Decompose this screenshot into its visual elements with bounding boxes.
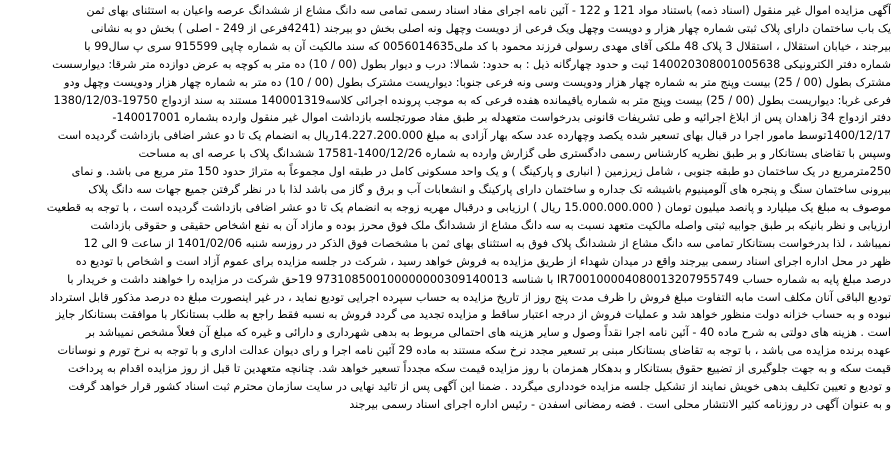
notice-line-15: ظهر در محل اداره اجرای اسناد رسمی بیرجند واقع در میدان شهداء از طریق مزایده به فروش خواهد رسید ، شرکت در جلسه مزایده برای عموم آزاد است و اشخاص با تودیع ده xyxy=(75,254,891,268)
notice-line-4: شماره دفتر الکترونیکی 140020308001005638 ثبت و حدود چهارگانه ذیل : به حدود: شمالا: درب و دیوار بطول (00 / 10) ده متر به کوچه به عرض دوازده متر شرقا: دیوارسست xyxy=(52,57,891,71)
notice-line-19: است . هزینه های دولتی به شرح ماده 40 - آئین نامه اجرا نقداً وصول و سایر هزینه های احتمالی مربوط به بدهی شهرداری و دارائی و غیره که مبلغ آن فعلاً مشخص نمیباشد بر xyxy=(85,326,891,340)
notice-line-20: عهده برنده مزایده می باشد ، با توجه به تقاضای بستانکار مبنی بر تسعیر مجدد نرخ سکه مستند به ماده 29 آئین نامه اجرا و رای دیوان عدالت اداری و با توجه به نرخ تورم و نوسانات xyxy=(57,344,891,358)
notice-line-18: نبوده و به حساب خزانه دولت منظور خواهد شد و عملیات فروش از درجه اعتبار ساقط و مزایده تجدید می گردد فروش به نسبه فقط راجع به طلب بستانکار با موافقت بستانکار جایز xyxy=(55,308,891,322)
notice-line-11: بیرونی ساختمان سنگ و پنجره های آلومینیوم باشیشه تک جداره و ساختمان دارای پارکینگ و انشعابات آب و برق و گاز می باشد لذا با در نظر گرفتن جمیع جهات سه دانگ پلاک xyxy=(88,183,891,197)
notice-line-1: آگهی مزایده اموال غیر منقول (اسناد ذمه) باستناد مواد 121 و 122 - آئین نامه اجرای مفاد اسناد رسمی تمامی سه دانگ مشاع از ششدانگ عرصه واعیان به استثنای بهای ثمن xyxy=(86,4,891,17)
notice-line-16: درصد مبلغ پایه به شماره حساب IR700100004080013207955749 با شناسه 973108500100000000309140013 19حق شرکت در مزایده را خواهند داشت و خریدار با xyxy=(67,272,891,286)
notice-line-17: تودیع الباقی آنان مکلف است مابه التفاوت مبلغ فروش را ظرف مدت پنج روز از تاریخ مزایده به حساب سپرده اجرایی تودیع نماید ، در غیر اینصورت مبلغ ده درصد مذکور قابل استرداد xyxy=(49,290,891,304)
notice-line-22: و تودیع و تعیین تکلیف بدهی خویش نمایند از تشکیل جلسه مزایده خودداری میگردد . ضمنا این آگهی پس از تائید نهایی در سایت سازمان محترم ثبت اسناد کشور قرار خواهد گرفت xyxy=(68,380,891,394)
notice-line-23: و به عنوان آگهی در روزنامه کثیر الانتشار محلی است . فضه رمضانی اسفدن - رئیس اداره اجرای اسناد رسمی بیرجند xyxy=(349,397,891,411)
notice-line-13: ارزیابی و نظر بانیکه بر طبق جوابیه ثبتی واصله مالکیت متعهد نسبت به سه دانگ مشاع از ششدانگ ملک فوق محرز بوده و مازاد آن به نفع اشخاص حقیقی و حقوقی بازداشت xyxy=(90,218,891,232)
notice-line-3: بیرجند ، خیابان استقلال ، استقلال 3 پلاک 48 ملکی آقای مهدی رسولی فرزند محمود با کد ملی0056014635 که سند مالکیت آن به شماره چاپی 915599 سری پ سال99 با xyxy=(84,39,891,53)
notice-line-14: نمیباشد ، لذا بدرخواست بستانکار تمامی سه دانگ مشاع از ششدانگ پلاک فوق به استثنای بهای ثمن با مشخصات فوق الذکر در روزسه شنبه 1401/02/06 از ساعت 9 الی 12 xyxy=(83,236,891,250)
notice-line-6: فرعی غربا: دیواریست بطول (00 / 25) بیست وپنج متر به شماره یاقیمانده هفده فرعی که به موجب پرونده اجرائی کلاسه140001319 مستند به سند ازدواج 19750-1380/12/03 xyxy=(53,93,891,107)
notice-line-12: موصوف به مبلغ یک میلیارد و پانصد میلیون تومان ( 15.000.000.000 ریال ) ارزیابی و درقبال مهریه زوجه به انضمام یک تا دو عشر اضافی بازداشت گردیده است ، با توجه به قطعیت xyxy=(46,200,891,214)
notice-line-21: قیمت سکه و به جهت جلوگیری از تضییع حقوق بستانکار و بدهکار همزمان با روز مزایده قیمت سکه مجدداً تسعیر خواهد شد. چنانچه متعهدین تا قبل از روز مزایده اقدام به پرداخت xyxy=(68,362,891,376)
notice-line-7: دفتر ازدواج 34 زاهدان پس از ابلاغ اجرائیه و طی تشریفات قانونی بدرخواست متعهدله بر طبق مفاد صورتجلسه بازداشت اموال غیر منقول وارده بشماره 140017001- xyxy=(112,111,891,125)
notice-line-10: 250مترمربع در یک ساختمان دو طبقه جنوبی ، شامل زیرزمین ( انباری و پارکینگ ) و یک واحد مسکونی کامل در طبقه اول مجموعاً به متراژ حدود 150 متر مربع می باشد. و نمای xyxy=(71,165,891,179)
notice-line-5: مشترک بطول (00 / 25) بیست وپنج متر به شماره چهار هزار ودویست وسی ونه فرعی جنوبا: دیواریست مشترک بطول (00 / 10) ده متر به شماره چهار هزار ودویست وچهل ودو xyxy=(64,75,891,89)
notice-line-8: 1400/12/17توسط مامور اجرا در قبال بهای تسعیر شده یکصد وچهارده عدد سکه بهار آزادی به مبلغ 14.227.200.000ریال به انضمام یک تا دو عشر اضافی بازداشت گردیده است xyxy=(57,129,891,143)
notice-line-2: یک باب ساختمان دارای پلاک ثبتی شماره چهار هزار و دویست وچهل ویک فرعی از دویست وچهل ونه اصلی بخش دو بیرجند (4241فرعی از 249 - اصلی ) بخش دو به نشانی xyxy=(91,21,891,35)
notice-line-9: وسپس با تقاضای بستانکار و بر طبق نظریه کارشناس رسمی دادگستری طی گزارش وارده به شماره 1400/12/26-17581 ششدانگ پلاک با عرصه ای به مساحت xyxy=(138,147,891,161)
